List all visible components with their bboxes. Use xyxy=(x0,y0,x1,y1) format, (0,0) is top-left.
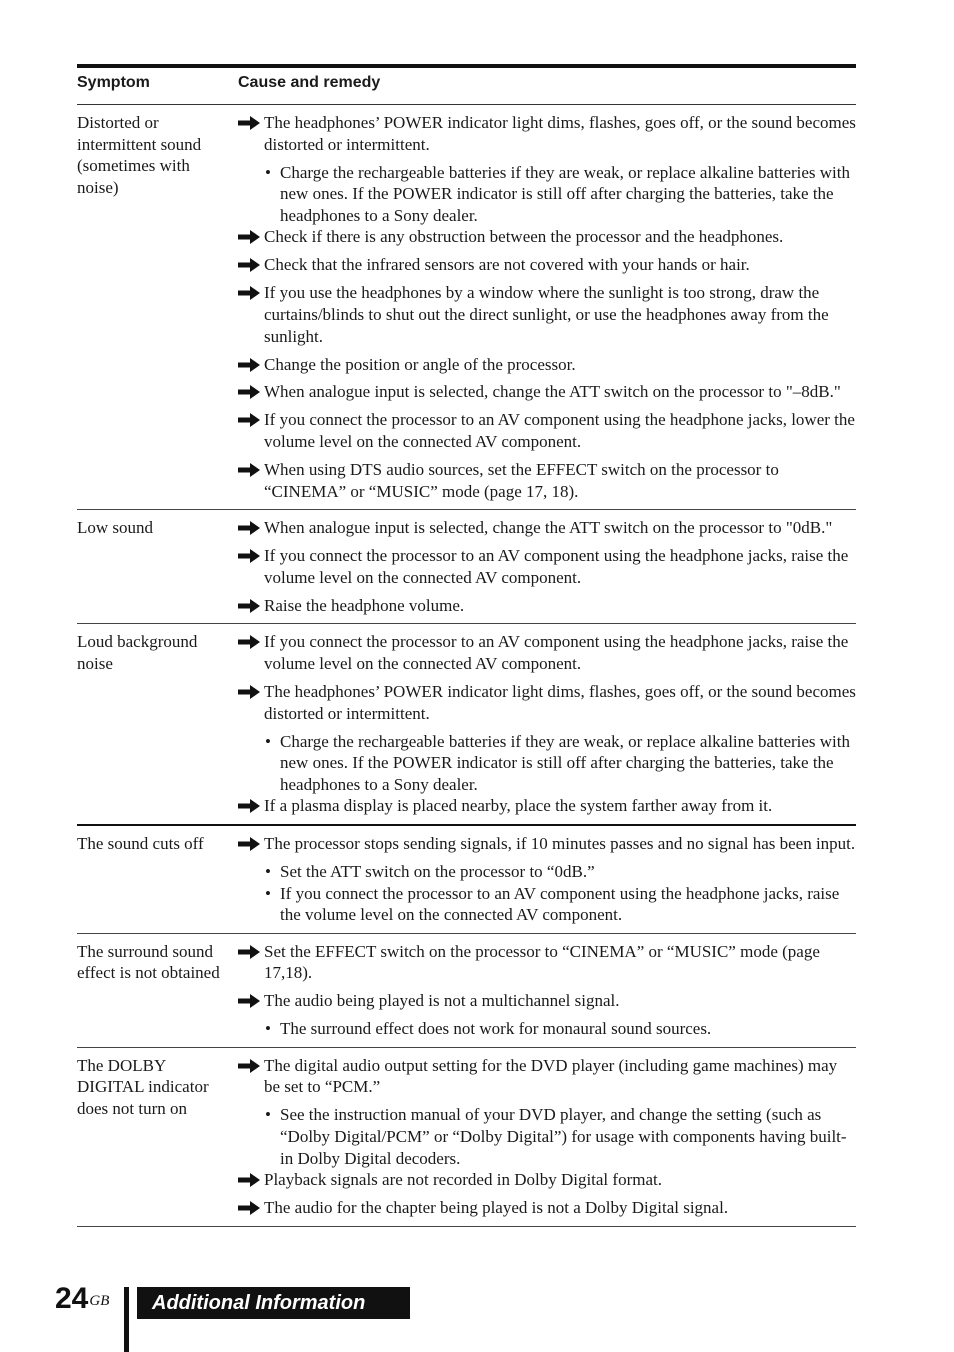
remedy-item xyxy=(238,833,856,855)
remedy-text: The headphones’ POWER indicator light dims, flashes, goes off, or the sound becomes distorted or intermittent. xyxy=(264,681,856,723)
bullet-icon: • xyxy=(265,1105,271,1125)
symptom-cell: Distorted or intermittent sound (sometimes with noise) xyxy=(77,113,202,197)
table-row xyxy=(77,1048,856,1227)
table-row xyxy=(77,105,856,510)
symptom-column-header: Symptom xyxy=(77,74,150,91)
bullet-icon: • xyxy=(265,162,271,182)
cause-remedy-cell xyxy=(238,833,856,926)
bullet-item xyxy=(264,1018,856,1040)
bullet-item xyxy=(264,1104,856,1169)
right-arrow-icon xyxy=(238,521,260,535)
remedy-item xyxy=(238,941,856,984)
right-arrow-icon xyxy=(238,799,260,813)
right-arrow-icon xyxy=(238,635,260,649)
cause-remedy-cell xyxy=(238,1055,856,1219)
cause-remedy-cell xyxy=(238,631,856,817)
page-suffix: GB xyxy=(89,1293,110,1309)
section-label: Additional Information xyxy=(137,1287,410,1319)
remedy-item xyxy=(238,681,856,724)
remedy-text: If you connect the processor to an AV component using the headphone jacks, lower the volume level on the connected AV component. xyxy=(264,410,855,452)
footer-divider xyxy=(124,1287,129,1352)
remedy-text: The processor stops sending signals, if 10 minutes passes and no signal has been input. xyxy=(264,833,856,853)
remedy-text: If you use the headphones by a window where the sunlight is too strong, draw the curtains/blinds to shut out the direct sunlight, or use the headphones away from the sunlight. xyxy=(264,283,829,346)
bullet-text: If you connect the processor to an AV component using the headphone jacks, raise the volume level on the connected AV component. xyxy=(280,883,840,925)
bullet-text: Charge the rechargeable batteries if they are weak, or replace alkaline batteries with new ones. If the POWER indicator is still off after charging the batteries, take the headphones to a Sony dealer. xyxy=(280,731,851,794)
bullet-list xyxy=(264,1104,856,1169)
right-arrow-icon xyxy=(238,385,260,399)
bullet-item xyxy=(264,731,856,796)
remedy-item xyxy=(238,254,856,276)
troubleshooting-table xyxy=(77,68,856,1227)
remedy-text: If you connect the processor to an AV component using the headphone jacks, raise the volume level on the connected AV component. xyxy=(264,546,849,587)
right-arrow-icon xyxy=(238,413,260,427)
remedy-text: Check that the infrared sensors are not covered with your hands or hair. xyxy=(264,255,750,275)
right-arrow-icon xyxy=(238,258,260,272)
remedy-item xyxy=(238,354,856,376)
remedy-item xyxy=(238,226,856,248)
table-row xyxy=(77,934,856,1048)
bullet-icon: • xyxy=(265,883,271,903)
remedy-text: The headphones’ POWER indicator light dims, flashes, goes off, or the sound becomes distorted or intermittent. xyxy=(264,113,856,154)
right-arrow-icon xyxy=(238,463,260,477)
table-row xyxy=(77,624,856,826)
remedy-item xyxy=(238,795,856,817)
right-arrow-icon xyxy=(238,599,260,613)
symptom-cell: Low sound xyxy=(77,518,154,538)
remedy-item xyxy=(238,409,856,452)
right-arrow-icon xyxy=(238,945,260,959)
remedy-item xyxy=(238,1197,856,1219)
right-arrow-icon xyxy=(238,549,260,563)
bullet-text: Charge the rechargeable batteries if they are weak, or replace alkaline batteries with new ones. If the POWER indicator is still off after charging the batteries, take the headphones to a Sony dealer. xyxy=(280,162,851,225)
remedy-text: When analogue input is selected, change the ATT switch on the processor to "–8dB." xyxy=(264,382,841,402)
bullet-text: Set the ATT switch on the processor to “0dB.” xyxy=(280,861,595,881)
right-arrow-icon xyxy=(238,1201,260,1215)
bullet-list xyxy=(264,861,856,926)
remedy-text: Change the position or angle of the processor. xyxy=(264,354,576,374)
remedy-text: The audio being played is not a multichannel signal. xyxy=(264,991,620,1011)
remedy-text: When analogue input is selected, change the ATT switch on the processor to "0dB." xyxy=(264,518,833,538)
remedy-item xyxy=(238,1169,856,1191)
symptom-cell: The surround sound effect is not obtained xyxy=(77,941,220,983)
remedy-item xyxy=(238,595,856,617)
cause-remedy-cell xyxy=(238,112,856,502)
bullet-text: See the instruction manual of your DVD player, and change the setting (such as “Dolby Digital/PCM” or “Dolby Digital”) for usage with components having built-in Dolby Digital decoders. xyxy=(280,1105,847,1168)
remedy-item xyxy=(238,517,856,539)
remedy-item xyxy=(238,282,856,347)
bullet-icon: • xyxy=(265,1019,271,1039)
table-row xyxy=(77,510,856,624)
remedy-item xyxy=(238,112,856,155)
bullet-icon: • xyxy=(265,861,271,881)
remedy-text: When using DTS audio sources, set the EFFECT switch on the processor to “CINEMA” or “MUSIC” mode (page 17, 18). xyxy=(264,460,779,501)
remedy-item xyxy=(238,631,856,674)
remedy-text: Check if there is any obstruction between the processor and the headphones. xyxy=(264,227,784,247)
symptom-cell: Loud background noise xyxy=(77,632,198,673)
remedy-item xyxy=(238,990,856,1012)
right-arrow-icon xyxy=(238,685,260,699)
table-row xyxy=(77,826,856,934)
remedy-text: If a plasma display is placed nearby, place the system farther away from it. xyxy=(264,796,773,816)
remedy-text: If you connect the processor to an AV component using the headphone jacks, raise the volume level on the connected AV component. xyxy=(264,632,849,673)
bullet-list xyxy=(264,731,856,796)
cause-remedy-cell xyxy=(238,517,856,616)
bullet-list xyxy=(264,162,856,227)
remedy-text: Set the EFFECT switch on the processor to “CINEMA” or “MUSIC” mode (page 17,18). xyxy=(264,941,820,983)
remedy-text: Playback signals are not recorded in Dolby Digital format. xyxy=(264,1170,662,1190)
remedy-item xyxy=(238,545,856,588)
bullet-item xyxy=(264,861,856,883)
remedy-item xyxy=(238,381,856,403)
symptom-cell: The sound cuts off xyxy=(77,833,204,853)
page-number: 24$^{GB}$ xyxy=(55,1282,110,1315)
remedy-text: The audio for the chapter being played is not a Dolby Digital signal. xyxy=(264,1198,729,1218)
remedy-item xyxy=(238,1055,856,1098)
right-arrow-icon xyxy=(238,116,260,130)
table-header xyxy=(77,68,856,105)
cause-column-header: Cause and remedy xyxy=(238,74,381,91)
right-arrow-icon xyxy=(238,358,260,372)
bullet-icon: • xyxy=(265,731,271,751)
right-arrow-icon xyxy=(238,994,260,1008)
remedy-text: The digital audio output setting for the DVD player (including game machines) may be set to “PCM.” xyxy=(264,1055,838,1097)
remedy-text: Raise the headphone volume. xyxy=(264,595,465,615)
bullet-text: The surround effect does not work for monaural sound sources. xyxy=(280,1019,712,1039)
table-body xyxy=(77,105,856,1227)
right-arrow-icon xyxy=(238,1173,260,1187)
remedy-item xyxy=(238,459,856,502)
right-arrow-icon xyxy=(238,286,260,300)
right-arrow-icon xyxy=(238,230,260,244)
right-arrow-icon xyxy=(238,837,260,851)
right-arrow-icon xyxy=(238,1059,260,1073)
bullet-item xyxy=(264,883,856,926)
bullet-list xyxy=(264,1018,856,1040)
bullet-item xyxy=(264,162,856,227)
symptom-cell: The DOLBY DIGITAL indicator does not turn on xyxy=(77,1055,209,1119)
cause-remedy-cell xyxy=(238,941,856,1040)
